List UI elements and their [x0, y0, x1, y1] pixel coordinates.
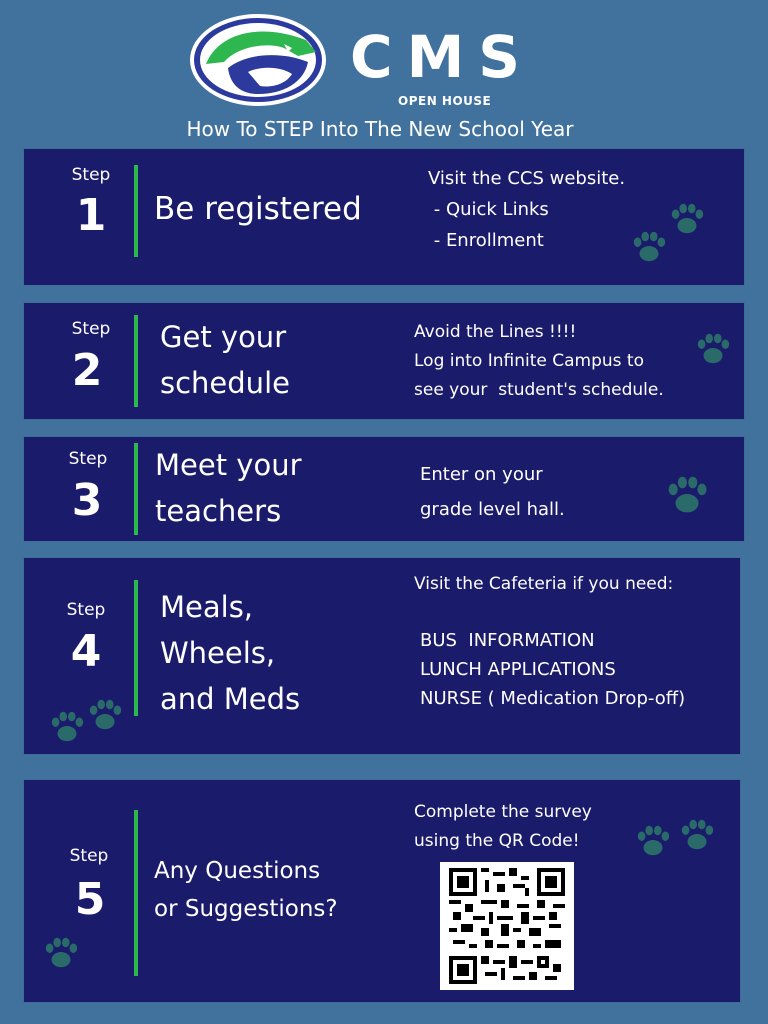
step-description: Avoid the Lines !!!! Log into Infinite Campus to see your student's schedule. [414, 322, 664, 400]
step-description: BUS INFORMATION LUNCH APPLICATIONS NURSE ( Medication Drop-off) [420, 630, 686, 709]
qr-code[interactable] [440, 862, 574, 990]
step-title: Be registered [154, 191, 362, 227]
step-number: 5 [74, 874, 106, 925]
step-number: 1 [75, 190, 107, 241]
paw-print-icon [48, 706, 86, 746]
paw-print-icon [86, 694, 124, 734]
paw-print-icon [664, 470, 710, 518]
step-divider [134, 315, 138, 407]
step-divider [134, 165, 138, 257]
step-description: Visit the CCS website. - Quick Links - Enrollment [428, 168, 626, 251]
step-title: Meet your teachers [155, 448, 302, 528]
paw-print-icon [42, 932, 80, 972]
step-divider [134, 810, 138, 976]
step-description: Complete the survey using the QR Code! [414, 802, 592, 851]
paw-print-icon [668, 198, 706, 238]
step-card-3 [24, 437, 744, 541]
step-label: Step [69, 846, 109, 866]
step-number: 4 [70, 626, 102, 677]
step-title: Get your schedule [160, 320, 290, 400]
step-divider [134, 443, 138, 535]
step-number: 2 [71, 345, 103, 396]
step-label: Step [71, 319, 111, 339]
paw-print-icon [630, 226, 668, 266]
header [0, 0, 768, 148]
step-card-5 [24, 780, 740, 1002]
brand-title: CMS [350, 23, 535, 91]
paw-print-icon [694, 328, 732, 368]
step-label: Step [66, 600, 106, 620]
brand-subtitle: OPEN HOUSE [398, 94, 492, 108]
step-description: Enter on your grade level hall. [420, 464, 565, 520]
step-label: Step [68, 449, 108, 469]
step-number: 3 [71, 475, 103, 526]
step-divider [134, 580, 138, 716]
step-description-intro: Visit the Cafeteria if you need: [414, 574, 674, 594]
cougar-logo [188, 12, 328, 108]
paw-print-icon [678, 814, 716, 854]
paw-print-icon [634, 820, 672, 860]
step-label: Step [71, 165, 111, 185]
qr-code-pattern [446, 868, 568, 984]
step-title: Meals, Wheels, and Meds [160, 590, 301, 716]
page-subtitle: How To STEP Into The New School Year [186, 117, 574, 141]
step-title: Any Questions or Suggestions? [154, 858, 338, 922]
